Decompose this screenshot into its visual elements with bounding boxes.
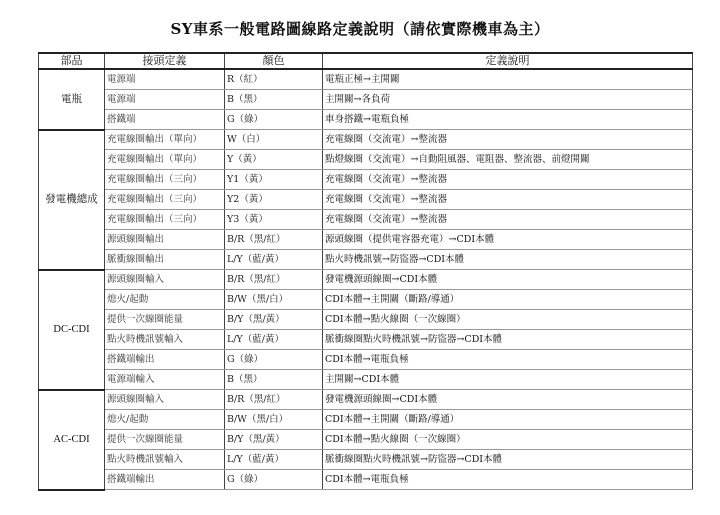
wire-color-cell: B（黑）: [225, 90, 323, 110]
description-cell: CDI本體→電瓶負極: [323, 470, 693, 490]
wire-color-cell: W（白）: [225, 130, 323, 150]
table-body: [39, 69, 693, 490]
description-cell: 充電線圈（交流電）→整流器: [323, 130, 693, 150]
table-row: [39, 230, 693, 250]
table-row: [39, 190, 693, 210]
table-row: [39, 330, 693, 350]
table-row: [39, 430, 693, 450]
wire-color-cell: B/Y（黑/黃）: [225, 310, 323, 330]
part-cell: 發電機總成: [39, 130, 105, 270]
wire-color-cell: B/R（黑/紅）: [225, 270, 323, 290]
pin-definition-cell: 電源端: [105, 90, 225, 110]
table-header-row: [39, 53, 693, 69]
description-cell: 充電線圈（交流電）→整流器: [323, 190, 693, 210]
table-row: [39, 390, 693, 410]
document-title: SY車系一般電路圖線路定義說明（請依實際機車為主）: [170, 20, 550, 38]
pin-definition-cell: 提供一次線圈能量: [105, 430, 225, 450]
pin-definition-cell: 電源端: [105, 69, 225, 90]
table-row: [39, 110, 693, 130]
table-row: [39, 250, 693, 270]
pin-definition-cell: 搭鐵端: [105, 110, 225, 130]
pin-definition-cell: 電源端輸入: [105, 370, 225, 390]
table-row: [39, 350, 693, 370]
wire-color-cell: B（黑）: [225, 370, 323, 390]
pin-definition-cell: 熄火/起動: [105, 410, 225, 430]
wire-color-cell: B/R（黑/紅）: [225, 390, 323, 410]
wire-color-cell: L/Y（藍/黃）: [225, 450, 323, 470]
wire-color-cell: Y（黃）: [225, 150, 323, 170]
table-row: [39, 470, 693, 490]
table-row: [39, 450, 693, 470]
pin-definition-cell: 充電線圈輸出（三向）: [105, 170, 225, 190]
pin-definition-cell: 搭鐵端輸出: [105, 470, 225, 490]
description-cell: 點燈線圈（交流電）→自動阻風器、電阻器、整流器、前燈開關: [323, 150, 693, 170]
table-row: [39, 270, 693, 290]
header-description: 定義說明: [323, 53, 693, 69]
table-row: [39, 130, 693, 150]
description-cell: CDI本體→點火線圈（一次線圈）: [323, 310, 693, 330]
wire-color-cell: Y1（黃）: [225, 170, 323, 190]
pin-definition-cell: 充電線圈輸出（三向）: [105, 210, 225, 230]
description-cell: 電瓶正極→主開關: [323, 69, 693, 90]
part-cell: 電瓶: [39, 69, 105, 130]
pin-definition-cell: 點火時機訊號輸入: [105, 330, 225, 350]
pin-definition-cell: 熄火/起動: [105, 290, 225, 310]
part-cell: AC-CDI: [39, 390, 105, 490]
wire-color-cell: B/W（黑/白）: [225, 290, 323, 310]
pin-definition-cell: 源頭線圈輸入: [105, 270, 225, 290]
wire-color-cell: G（綠）: [225, 110, 323, 130]
table-row: [39, 410, 693, 430]
table-row: [39, 90, 693, 110]
pin-definition-cell: 充電線圈輸出（單向）: [105, 150, 225, 170]
description-cell: 脈衝線圈點火時機訊號→防盜器→CDI本體: [323, 330, 693, 350]
description-cell: 點火時機訊號→防盜器→CDI本體: [323, 250, 693, 270]
header-part: 部品: [39, 53, 105, 69]
description-cell: 源頭線圈（提供電容器充電）→CDI本體: [323, 230, 693, 250]
table-row: [39, 170, 693, 190]
table-row: [39, 370, 693, 390]
wire-color-cell: G（綠）: [225, 350, 323, 370]
pin-definition-cell: 源頭線圈輸出: [105, 230, 225, 250]
pin-definition-cell: 脈衝線圈輸出: [105, 250, 225, 270]
description-cell: CDI本體→主開關（斷路/導通）: [323, 290, 693, 310]
table-row: [39, 310, 693, 330]
description-cell: CDI本體→點火線圈（一次線圈）: [323, 430, 693, 450]
wire-color-cell: Y2（黃）: [225, 190, 323, 210]
table-row: [39, 290, 693, 310]
description-cell: 充電線圈（交流電）→整流器: [323, 210, 693, 230]
description-cell: 充電線圈（交流電）→整流器: [323, 170, 693, 190]
wire-color-cell: Y3（黃）: [225, 210, 323, 230]
wire-color-cell: B/W（黑/白）: [225, 410, 323, 430]
pin-definition-cell: 充電線圈輸出（三向）: [105, 190, 225, 210]
description-cell: CDI本體→電瓶負極: [323, 350, 693, 370]
wire-color-cell: L/Y（藍/黃）: [225, 250, 323, 270]
table-row: [39, 150, 693, 170]
description-cell: 主開關→CDI本體: [323, 370, 693, 390]
description-cell: 發電機源頭線圈→CDI本體: [323, 390, 693, 410]
header-pin-definition: 接頭定義: [105, 53, 225, 69]
description-cell: CDI本體→主開關（斷路/導通）: [323, 410, 693, 430]
description-cell: 主開關→各負荷: [323, 90, 693, 110]
pin-definition-cell: 源頭線圈輸入: [105, 390, 225, 410]
wire-color-cell: B/R（黑/紅）: [225, 230, 323, 250]
description-cell: 車身搭鐵→電瓶負極: [323, 110, 693, 130]
wire-color-cell: L/Y（藍/黃）: [225, 330, 323, 350]
pin-definition-cell: 點火時機訊號輸入: [105, 450, 225, 470]
description-cell: 脈衝線圈點火時機訊號→防盜器→CDI本體: [323, 450, 693, 470]
part-cell: DC-CDI: [39, 270, 105, 390]
pin-definition-cell: 提供一次線圈能量: [105, 310, 225, 330]
wire-color-cell: G（綠）: [225, 470, 323, 490]
wiring-definition-table: [38, 52, 693, 491]
header-color: 顏色: [225, 53, 323, 69]
table-row: [39, 69, 693, 90]
table-row: [39, 210, 693, 230]
wire-color-cell: B/Y（黑/黃）: [225, 430, 323, 450]
pin-definition-cell: 搭鐵端輸出: [105, 350, 225, 370]
wire-color-cell: R（紅）: [225, 69, 323, 90]
pin-definition-cell: 充電線圈輸出（單向）: [105, 130, 225, 150]
description-cell: 發電機源頭線圈→CDI本體: [323, 270, 693, 290]
